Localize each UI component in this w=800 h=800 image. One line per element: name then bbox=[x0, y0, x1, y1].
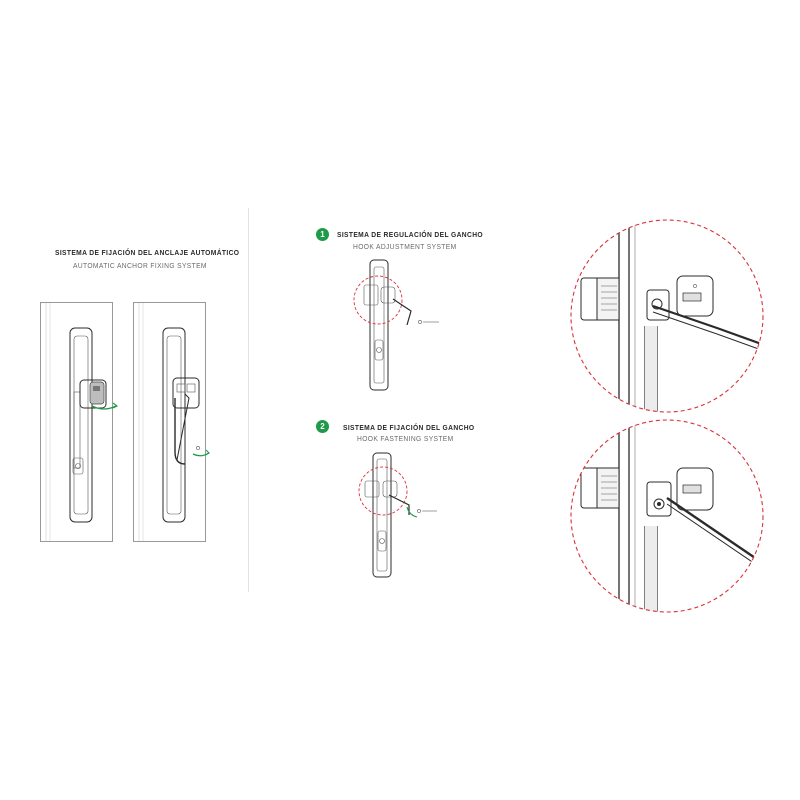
left-section-subtitle: AUTOMATIC ANCHOR FIXING SYSTEM bbox=[73, 261, 207, 270]
step-2-badge: 2 bbox=[316, 420, 329, 433]
step-2-illustration bbox=[345, 445, 455, 585]
step-1-subtitle: HOOK ADJUSTMENT SYSTEM bbox=[353, 242, 457, 251]
left-section-title: SISTEMA DE FIJACIÓN DEL ANCLAJE AUTOMÁTICO bbox=[55, 248, 240, 257]
step-2-detail-zoom bbox=[567, 416, 767, 616]
left-profile-illustration-b bbox=[133, 302, 213, 542]
step-2-subtitle: HOOK FASTENING SYSTEM bbox=[357, 434, 454, 443]
step-1-badge: 1 bbox=[316, 228, 329, 241]
left-profile-illustration-a bbox=[40, 302, 120, 542]
step-1-illustration bbox=[345, 255, 455, 395]
section-divider bbox=[248, 208, 249, 592]
step-2-title: SISTEMA DE FIJACIÓN DEL GANCHO bbox=[343, 423, 475, 432]
step-1-title: SISTEMA DE REGULACIÓN DEL GANCHO bbox=[337, 230, 483, 239]
step-1-detail-zoom bbox=[567, 216, 767, 416]
hex-key-icon bbox=[667, 498, 767, 566]
hex-key-icon bbox=[653, 306, 767, 346]
